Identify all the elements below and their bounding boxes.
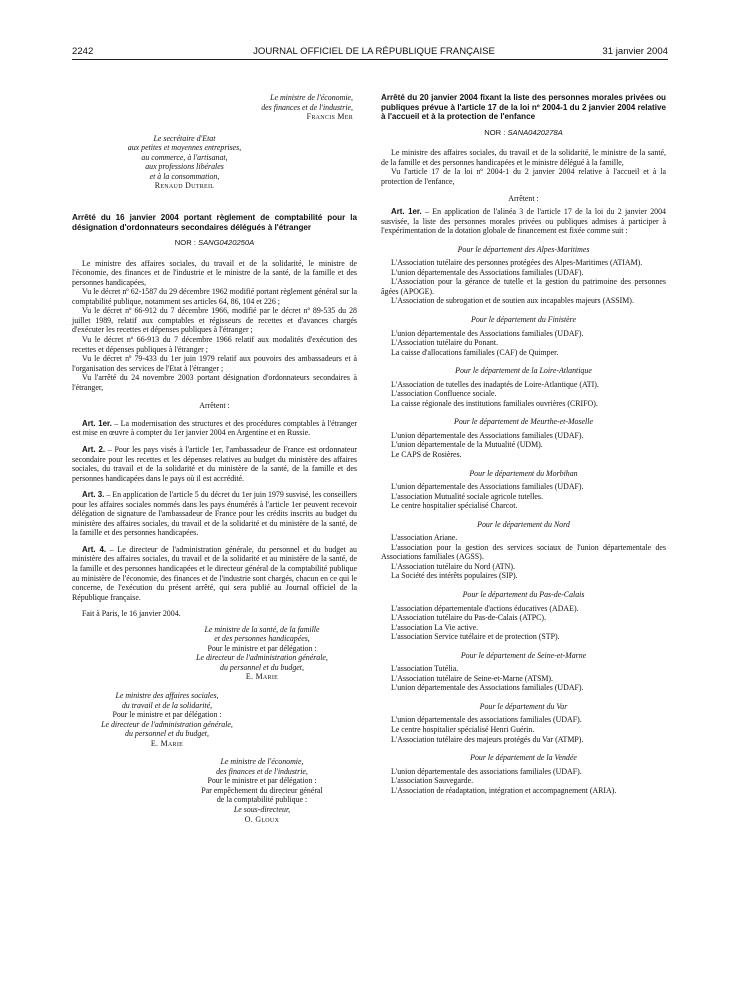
signature-name: O. Gloux [244, 814, 280, 824]
department-heading: Pour le département du Nord [477, 519, 570, 529]
article-text: – La modernisation des structures et des procédures comptables à l'étranger est mise en œuvre à compter du 1er janvier 2004 en Argentine et en Russie. [72, 418, 358, 438]
organization-item: L'association Sauvegarde. [391, 776, 474, 786]
nor-label: NOR : [484, 127, 506, 137]
signature-line: Le ministre des affaires sociales, [115, 690, 219, 700]
signature-line: aux professions libérales [145, 162, 224, 172]
organization-item: L'Association de tutelles des inadaptés de Loire-Atlantique (ATI). [391, 379, 599, 389]
signature-line: et des personnes handicapées, [214, 634, 310, 644]
organization-item: L'Association pour la gérance de tutelle et la gestion du patrimoine des personnes âgées (APOGE). [381, 277, 666, 296]
signature-name: E. Marie [150, 738, 184, 748]
department-heading: Pour le département du Finistère [471, 314, 576, 324]
signature-block-top [72, 93, 357, 122]
signature-line: Le ministre de l'économie, [220, 757, 304, 767]
signature-block-c [167, 757, 357, 824]
organization-item: L'association Service tutélaire et de protection (STP). [391, 632, 560, 642]
department-section [381, 520, 666, 581]
signature-line: de la comptabilité publique : [216, 795, 308, 805]
article-label: Art. 3. [82, 490, 105, 500]
visa-paragraph: Vu le décret nº 62-1587 du 29 décembre 1962 modifié portant règlement général sur la comptabilité publique, notamment ses articles 64, 86, 104 et 226 ; [72, 287, 357, 306]
article-1 [381, 207, 666, 236]
organization-item: La caisse d'allocations familiales (CAF) de Quimper. [391, 347, 559, 357]
visa-paragraph: Vu le décret nº 66-913 du 7 décembre 1966 relatif aux modalités d'exécution des recettes et dépenses publiques à l'étranger ; [72, 335, 357, 354]
header-rule [72, 59, 668, 60]
nor-reference-left [72, 238, 357, 248]
arretent-heading: Arrêtent : [199, 401, 230, 411]
visa-paragraph: Vu le décret nº 66-912 du 7 décembre 1966, modifié par le décret nº 89-535 du 28 juillet 1989, relatif aux comptables et régisseurs de recettes et d'avances chargés d'exécuter les recettes et dépenses publiques à l'étranger ; [72, 306, 357, 335]
organization-item: L'association Mutualité sociale agricole tutelles. [391, 491, 543, 501]
nor-code: SANG0420250A [198, 238, 255, 248]
organization-item: Le CAPS de Rosières. [391, 450, 462, 459]
organization-item: L'association Tutélia. [391, 664, 459, 674]
visa-paragraph: Vu l'arrêté du 24 novembre 2003 portant désignation d'ordonnateurs secondaires à l'étranger, [72, 373, 357, 392]
signature-line: Par empêchement du directeur général [201, 785, 323, 795]
organization-item: L'union départementale de la Mutualité (UDM). [391, 440, 543, 450]
signature-line: Le ministre de la santé, de la famille [204, 624, 320, 634]
nor-code: SANA0420278A [507, 127, 563, 137]
department-section [381, 651, 666, 693]
article-2 [72, 445, 357, 483]
department-heading: Pour le département du Pas-de-Calais [462, 590, 585, 600]
organization-item: Le centre hospitalier spécialisé Charcot. [391, 501, 518, 511]
journal-title: JOURNAL OFFICIEL DE LA RÉPUBLIQUE FRANÇAISE [253, 46, 495, 57]
department-heading: Pour le département de la Vendée [470, 753, 577, 763]
organization-item: L'association pour la gestion des services sociaux de l'union départementale des Associations familiales (AGSS). [381, 542, 666, 562]
signature-block-b [72, 691, 262, 748]
department-list [381, 245, 666, 796]
signature-line: des finances et de l'industrie, [261, 102, 353, 112]
signature-line: Pour le ministre et par délégation : [112, 710, 222, 720]
decree-title-right: Arrêté du 20 janvier 2004 fixant la liste des personnes morales privées ou publiques prévue à l'article 17 de la loi nº 2004-1 du 2 janvier 2004 relative à l'accueil et à la protection de l'enfance [381, 93, 666, 122]
organization-item: L'association Confluence sociale. [391, 389, 497, 399]
signature-name: Francis Mer [306, 112, 353, 122]
signature-line: du personnel et du budget, [125, 729, 209, 739]
visa-paragraph: Le ministre des affaires sociales, du travail et de la solidarité, le ministre de l'économie, des finances et de l'industrie et le ministre de la santé, de la famille et des personnes handicapées, [72, 258, 357, 287]
article-text: – Pour les pays visés à l'article 1er, l'ambassadeur de France est ordonnateur secondaire pour les recettes et les dépenses relatives au budget du ministère des affaires sociales, du travail et de la solidarité et du ministère de la santé, de la famille et des personnes handicapées dans le pays où il est accrédité. [72, 444, 357, 483]
organization-item: L'union départementale des Associations familiales (UDAF). [391, 482, 584, 492]
organization-item: L'Association tutélaire du Nord (ATN). [391, 561, 515, 571]
article-label: Art. 4. [82, 544, 107, 554]
department-section [381, 245, 666, 306]
article-label: Art. 1er. [391, 207, 422, 217]
signature-line: Le sous-directeur, [233, 805, 291, 814]
article-text: – Le directeur de l'administration générale, du personnel et du budget au ministère des affaires sociales, du travail et de la solidarité et au ministère de la santé, de la famille et des personnes handicapées et le directeur général de la comptabilité publique au ministère de l'économie, des finances et de l'industrie sont chargés, chacun en ce qui le concerne, de l'exécution du présent arrêté, qui sera publié au Journal officiel de la République française. [72, 544, 357, 602]
signature-line: Pour le ministre et par délégation : [207, 776, 317, 786]
organization-item: La Société des intérêts populaires (SIP). [391, 571, 518, 581]
signature-name: Renaud Dutreil [154, 181, 215, 191]
organization-item: L'union départementale des Associations familiales (UDAF). [391, 683, 584, 693]
organization-item: L'Association de réadaptation, intégration et accompagnement (ARIA). [391, 785, 617, 795]
article-text: – En application de l'alinéa 3 de l'article 17 de la loi du 2 janvier 2004 susvisée, la liste des personnes morales privées ou publiques admises à participer à l'expérimentation de la dotation globale de financement est fixée comme suit : [381, 207, 666, 236]
department-heading: Pour le département de la Loire-Atlantique [455, 366, 592, 376]
organization-item: L'Association tutélaire de Seine-et-Marne (ATSM). [391, 673, 554, 683]
department-section [381, 469, 666, 511]
organization-item: L'Association tutélaire du Ponant. [391, 338, 499, 348]
decree-title-left: Arrêté du 16 janvier 2004 portant règlement de comptabilité pour la désignation d'ordonnateurs secondaires délégués à l'étranger [72, 212, 357, 232]
article-label: Art. 2. [82, 444, 106, 454]
organization-item: L'union départementale des Associations familiales (UDAF). [391, 328, 584, 338]
visa-paragraph: Vu l'article 17 de la loi nº 2004-1 du 2 janvier 2004 relative à l'accueil et à la protection de l'enfance, [381, 167, 666, 186]
left-column [72, 93, 357, 824]
article-text: – En application de l'article 5 du décret du 1er juin 1979 susvisé, les conseillers pour les affaires sociales nommés dans les pays énumérés à l'article 1er peuvent recevoir délégation de signature de l'ambassadeur de France pour les crédits inscrits au budget du ministère des affaires sociales, du travail et de la solidarité et du ministère de la santé, de la famille et des personnes handicapées. [72, 490, 357, 538]
organization-item: L'union départementale des Associations familiales (UDAF). [391, 267, 584, 277]
signature-line: Le ministre de l'économie, [270, 93, 353, 102]
signature-line: Pour le ministre et par délégation : [207, 643, 317, 653]
signature-line: des finances et de l'industrie, [216, 766, 308, 776]
department-section [381, 702, 666, 744]
department-heading: Pour le département du Morbihan [469, 468, 578, 478]
signature-name: E. Marie [245, 672, 279, 682]
article-1 [72, 419, 357, 438]
organization-item: L'Association tutélaire des personnes protégées des Alpes-Maritimes (ATIAM). [391, 258, 643, 268]
organization-item: L'association départementale d'actions éducatives (ADAE). [391, 603, 579, 613]
department-heading: Pour le département des Alpes-Maritimes [457, 244, 590, 254]
signature-line: aux petites et moyennes entreprises, [127, 143, 242, 153]
department-section [381, 315, 666, 357]
department-heading: Pour le département de Seine-et-Marne [460, 650, 587, 660]
signature-block-a [167, 625, 357, 682]
page-number: 2242 [72, 46, 94, 57]
signature-block-top2 [72, 134, 357, 191]
organization-item: L'Association tutélaire du Pas-de-Calais (ATPC). [391, 613, 547, 623]
visa-paragraph: Le ministre des affaires sociales, du travail et de la solidarité, le ministre de la santé, de la famille et des personnes handicapées et le ministre délégué à la famille, [381, 148, 666, 167]
signature-line: Le directeur de l'administration générale, [196, 653, 328, 663]
signature-line: du personnel et du budget, [220, 662, 304, 672]
signature-line: et à la consommation, [149, 171, 220, 181]
signature-line: Le directeur de l'administration générale, [101, 719, 233, 729]
nor-reference-right [381, 128, 666, 138]
organization-item: L'union départementale des associations familiales (UDAF). [391, 766, 582, 776]
department-section [381, 417, 666, 459]
signature-line: Le secrétaire d'Etat [153, 133, 216, 143]
organization-item: L'association Ariane. [391, 533, 458, 543]
article-4 [72, 545, 357, 602]
signature-line: du travail et de la solidarité, [121, 700, 213, 710]
organization-item: Le centre hospitalier spécialisé Henri Guérin. [391, 725, 535, 735]
department-section [381, 590, 666, 642]
signature-line: au commerce, à l'artisanat, [141, 152, 228, 162]
organization-item: L'association La Vie active. [391, 622, 479, 632]
department-section [381, 366, 666, 408]
article-3 [72, 490, 357, 538]
organization-item: L'Association tutélaire des majeurs protégés du Var (ATMP). [391, 734, 584, 744]
organization-item: L'union départementale des Associations familiales (UDAF). [391, 430, 584, 440]
organization-item: La caisse régionale des institutions familiales ouvrières (CRIFO). [391, 398, 598, 408]
right-column [381, 93, 666, 795]
nor-label: NOR : [174, 238, 196, 248]
arretent-heading: Arrêtent : [508, 193, 539, 203]
department-heading: Pour le département du Var [479, 701, 568, 711]
signing-place-date: Fait à Paris, le 16 janvier 2004. [82, 609, 181, 619]
article-label: Art. 1er. [82, 418, 112, 428]
department-heading: Pour le département de Meurthe-et-Moselle [454, 417, 593, 427]
organization-item: L'union départementale des associations familiales (UDAF). [391, 715, 582, 725]
organization-item: L'Association de subrogation et de soutien aux incapables majeurs (ASSIM). [391, 296, 634, 306]
issue-date: 31 janvier 2004 [602, 46, 668, 57]
visa-paragraph: Vu le décret nº 79-433 du 1er juin 1979 relatif aux pouvoirs des ambassadeurs et à l'organisation des services de l'Etat à l'étranger ; [72, 354, 357, 373]
department-section [381, 753, 666, 795]
